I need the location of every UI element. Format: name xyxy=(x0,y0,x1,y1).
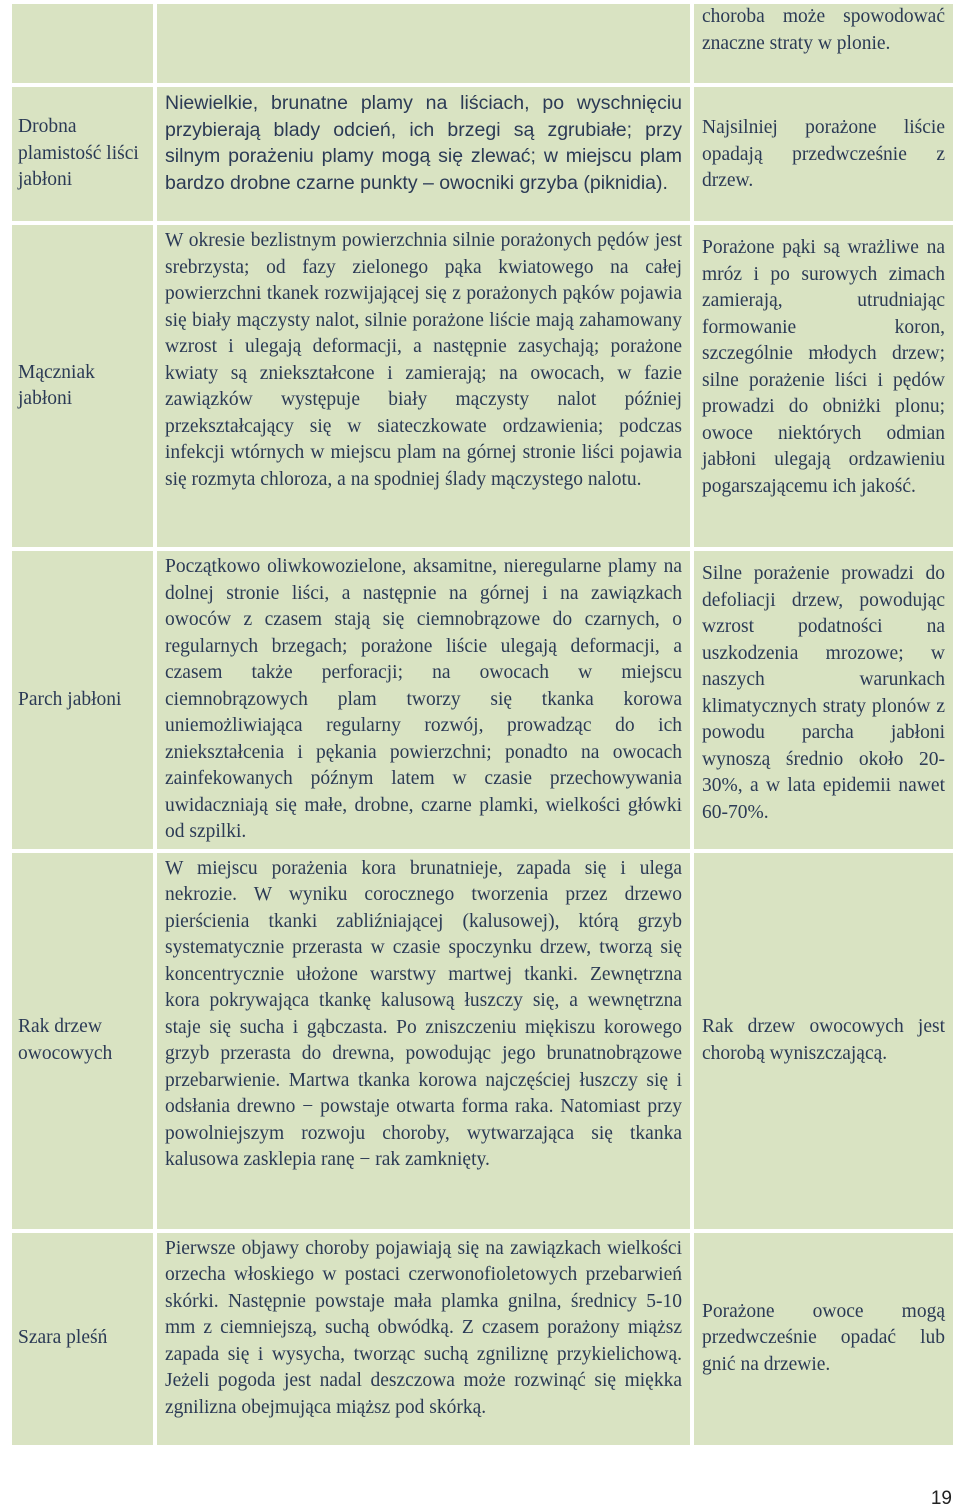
table-row xyxy=(12,225,953,547)
disease-name-cell: Drobna plamistość liści jabłoni xyxy=(12,87,153,221)
symptoms-cell: Niewielkie, brunatne plamy na liściach, po wyschnięciu przybierają blady odcień, ich brzegi są zgrubiałe; przy silnym porażeniu plamy mogą się zlewać; w miejscu plam bardzo drobne czarne punkty – owocniki grzyba (piknidia). xyxy=(157,87,690,221)
table-row xyxy=(12,87,953,221)
page-number: 19 xyxy=(930,1488,952,1509)
damage-cell: Porażone owoce mogą przedwcześnie opadać lub gnić na drzewie. xyxy=(694,1233,953,1445)
table-row xyxy=(12,4,953,83)
symptoms-cell: Pierwsze objawy choroby pojawiają się na zawiązkach wielkości orzecha włoskiego w postaci czerwonofioletowych przebarwień skórki. Następnie powstaje mała plamka gnilna, średnicy 5-10 mm z ciemniejszą, suchą obwódką. Z czasem porażony miąższ zapada się i wysycha, tworząc suchą zgniliznę przykielichową. Jeżeli pogoda jest nadal deszczowa może rozwinąć się miękka zgnilizna obejmująca miąższ pod skórką. xyxy=(157,1233,690,1445)
disease-name-cell: Rak drzew owocowych xyxy=(12,853,153,1229)
damage-cell: Porażone pąki są wrażliwe na mróz i po surowych zimach zamierają, utrudniając formowanie koron, szczególnie młodych drzew; silne porażenie liści i pędów prowadzi do obniżki plonu; owoce niektórych odmian jabłoni ulegają ordzawieniu pogarszającemu ich jakość. xyxy=(694,225,953,547)
symptoms-cell: W miejscu porażenia kora brunatnieje, zapada się i ulega nekrozie. W wyniku corocznego tworzenia przez drzewo pierścienia tkanki zabliźniającej (kalusowej), którą grzyb systematycznie przerasta w czasie spoczynku drzew, tworzą się koncentrycznie ułożone warstwy martwej tkanki. Zewnętrzna kora pokrywająca tkankę kalusową łuszczy się, a wewnętrzna staje się sucha i gąbczasta. Po zniszczeniu miękiszu korowego grzyb przerasta do drewna, powodując jego brunatnobrązowe przebarwienie. Martwa tkanka korowa najczęściej łuszczy się i odsłania drewno − powstaje otwarta forma raka. Natomiast przy powolniejszym rozwoju choroby, wytwarzająca się tkanka kalusowa zasklepia ranę − rak zamknięty. xyxy=(157,853,690,1229)
disease-table xyxy=(8,0,957,1449)
symptoms-cell: Początkowo oliwkowozielone, aksamitne, nieregularne plamy na dolnej stronie liści, a następnie na górnej i na zawiązkach owoców z czasem stają się ciemnobrązowe do czarnych, o regularnych brzegach; porażone liście ulegają deformacji, a czasem także perforacji; na owocach w miejscu ciemnobrązowych plam tworzy się tkanka korowa uniemożliwiająca regularny rozwój, prowadząc do ich zniekształcenia i pękania powierzchni; ponadto na owocach zainfekowanych późnym latem w czasie przechowywania uwidaczniają się małe, drobne, czarne plamki, wielkości główki od szpilki. xyxy=(157,551,690,849)
damage-cell: Rak drzew owocowych jest chorobą wyniszczającą. xyxy=(694,853,953,1229)
symptoms-cell xyxy=(157,4,690,83)
disease-name-cell: Parch jabłoni xyxy=(12,551,153,849)
damage-cell: Najsilniej porażone liście opadają przedwcześnie z drzew. xyxy=(694,87,953,221)
table-row xyxy=(12,551,953,849)
disease-name-cell xyxy=(12,4,153,83)
damage-cell: choroba może spowodować znaczne straty w plonie. xyxy=(694,4,953,83)
disease-name-cell: Mączniak jabłoni xyxy=(12,225,153,547)
disease-name-cell: Szara pleśń xyxy=(12,1233,153,1445)
damage-cell: Silne porażenie prowadzi do defoliacji drzew, powodując wzrost podatności na uszkodzenia mrozowe; w naszych warunkach klimatycznych straty plonów z powodu parcha jabłoni wynoszą średnio około 20-30%, a w lata epidemii nawet 60-70%. xyxy=(694,551,953,849)
table-row xyxy=(12,853,953,1229)
table-row xyxy=(12,1233,953,1445)
symptoms-cell: W okresie bezlistnym powierzchnia silnie porażonych pędów jest srebrzysta; od fazy zielonego pąka kwiatowego na całej powierzchni tkanek rozwijającej się z porażonych pąków pojawia się biały mączysty nalot, silnie porażone liście mają zahamowany wzrost i ulegają deformacji, a następnie zasychają; porażone kwiaty są zniekształcone i zamierają; na owocach, w fazie zawiązków występuje biały mączysty nalot później przekształcający się w siateczkowate ordzawienia; podczas infekcji wtórnych w miejscu plam na górnej stronie liści pojawia się rozmyta chloroza, a na spodniej ślady mączystego nalotu. xyxy=(157,225,690,547)
